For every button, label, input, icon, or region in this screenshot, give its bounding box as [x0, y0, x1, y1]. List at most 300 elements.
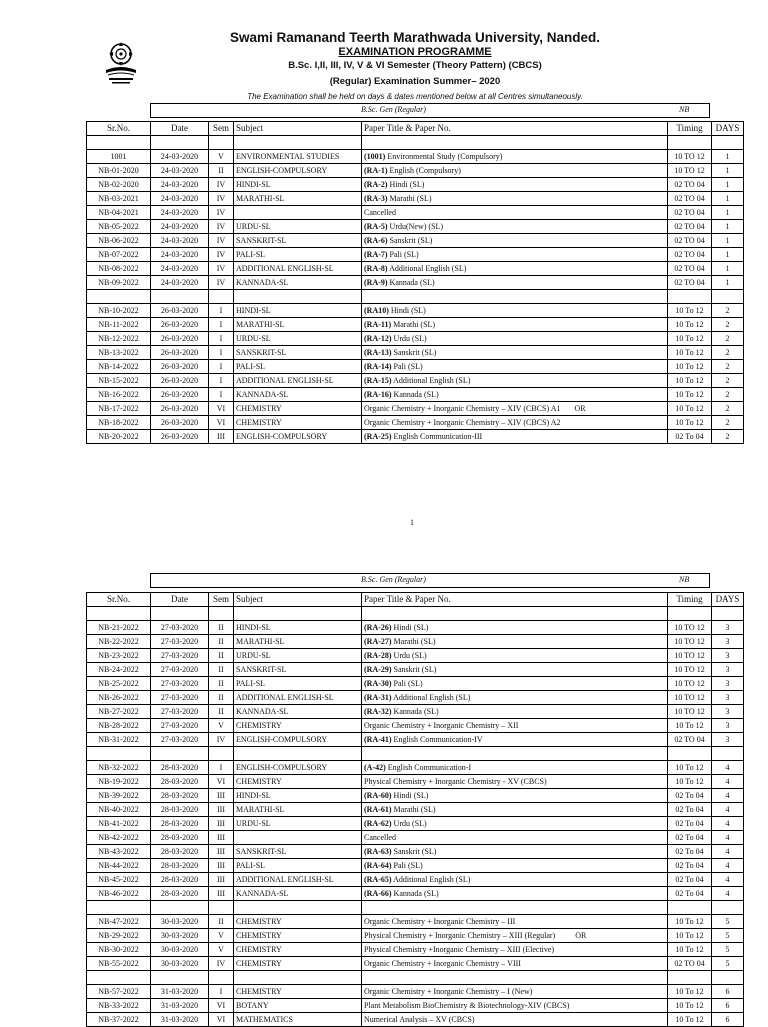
table-row	[87, 621, 744, 635]
paper-cell	[362, 346, 668, 360]
paper-title: Plant Metabolism BioChemistry & Biotechnology-XIV (CBCS)	[364, 1001, 570, 1010]
date-cell: 30-03-2020	[151, 929, 209, 943]
paper-cell	[362, 957, 668, 971]
date-cell: 30-03-2020	[151, 915, 209, 929]
exam-line: (Regular) Examination Summer– 2020	[329, 76, 501, 87]
paper-cell	[362, 663, 668, 677]
days-cell: 3	[712, 635, 744, 649]
programme-title: EXAMINATION PROGRAMME	[338, 46, 492, 58]
table-spacer	[87, 290, 744, 304]
date-cell: 24-03-2020	[151, 192, 209, 206]
sr-cell: NB-47-2022	[87, 915, 151, 929]
subject-cell: URDU-SL	[234, 332, 362, 346]
paper-cell	[362, 178, 668, 192]
paper-code: (RA-13)	[364, 348, 392, 357]
paper-cell	[362, 206, 668, 220]
sr-cell: NB-02-2020	[87, 178, 151, 192]
date-cell: 30-03-2020	[151, 943, 209, 957]
table-row	[87, 887, 744, 901]
sem-cell: V	[209, 929, 234, 943]
paper-title: English Communication-IV	[391, 735, 483, 744]
table-row	[87, 430, 744, 444]
date-cell: 27-03-2020	[151, 691, 209, 705]
col-subject: Subject	[234, 122, 362, 136]
sr-cell: NB-19-2022	[87, 775, 151, 789]
paper-title: Hindi (SL)	[388, 306, 426, 315]
table-row	[87, 304, 744, 318]
sem-cell: I	[209, 388, 234, 402]
timing-cell: 02 To 04	[668, 845, 712, 859]
table-row	[87, 234, 744, 248]
subject-cell: ENVIRONMENTAL STUDIES	[234, 150, 362, 164]
col-timing: Timing	[668, 593, 712, 607]
paper-title: Physical Chemistry + Inorganic Chemistry – XIII (Regular) OR	[364, 931, 587, 940]
paper-title: Additional English (SL)	[391, 376, 471, 385]
days-cell: 6	[712, 985, 744, 999]
paper-cell	[362, 817, 668, 831]
subject-cell: KANNADA-SL	[234, 887, 362, 901]
timing-cell: 02 TO 04	[668, 178, 712, 192]
paper-title: Cancelled	[364, 833, 396, 842]
paper-title: Cancelled	[364, 208, 396, 217]
sem-cell: VI	[209, 416, 234, 430]
sr-cell: NB-55-2022	[87, 957, 151, 971]
sem-cell: II	[209, 705, 234, 719]
table-row	[87, 943, 744, 957]
sr-cell: NB-32-2022	[87, 761, 151, 775]
subject-cell: CHEMISTRY	[234, 943, 362, 957]
paper-cell	[362, 1013, 668, 1027]
subject-cell	[234, 206, 362, 220]
timing-cell: 10 To 12	[668, 761, 712, 775]
date-cell: 28-03-2020	[151, 873, 209, 887]
table-header-row	[87, 122, 744, 136]
table-row	[87, 873, 744, 887]
days-cell: 4	[712, 761, 744, 775]
days-cell: 1	[712, 150, 744, 164]
paper-code: (RA-9)	[364, 278, 388, 287]
date-cell: 24-03-2020	[151, 178, 209, 192]
days-cell: 1	[712, 178, 744, 192]
subject-cell: HINDI-SL	[234, 621, 362, 635]
paper-title: English Communication-I	[385, 763, 472, 772]
timing-cell: 10 TO 12	[668, 621, 712, 635]
paper-cell	[362, 859, 668, 873]
table-row	[87, 262, 744, 276]
paper-title: Pali (SL)	[387, 250, 419, 259]
sr-cell: NB-11-2022	[87, 318, 151, 332]
table-row	[87, 1013, 744, 1027]
paper-title: Sanskrit (SL)	[391, 665, 437, 674]
subject-cell: CHEMISTRY	[234, 957, 362, 971]
sr-cell: 1001	[87, 150, 151, 164]
sr-cell: NB-17-2022	[87, 402, 151, 416]
col-sr: Sr.No.	[87, 122, 151, 136]
table-row	[87, 691, 744, 705]
days-cell: 1	[712, 248, 744, 262]
table-row	[87, 817, 744, 831]
subject-cell: URDU-SL	[234, 649, 362, 663]
paper-code: (RA-28)	[364, 651, 392, 660]
semester-line: B.Sc. I,II, III, IV, V & VI Semester (Theory Pattern) (CBCS)	[288, 60, 542, 71]
date-cell: 27-03-2020	[151, 649, 209, 663]
paper-cell	[362, 733, 668, 747]
table-row	[87, 789, 744, 803]
date-cell: 28-03-2020	[151, 789, 209, 803]
paper-code: (RA-60)	[364, 791, 392, 800]
table-row	[87, 416, 744, 430]
paper-title: Physical Chemistry +Inorganic Chemistry – XIII (Elective)	[364, 945, 555, 954]
days-cell: 3	[712, 733, 744, 747]
days-cell: 4	[712, 817, 744, 831]
table-row	[87, 649, 744, 663]
sem-cell: IV	[209, 248, 234, 262]
paper-code: (RA-30)	[364, 679, 392, 688]
paper-title: Kannada (SL)	[387, 278, 435, 287]
sr-cell: NB-03-2021	[87, 192, 151, 206]
timing-cell: 02 TO 04	[668, 248, 712, 262]
days-cell: 6	[712, 1013, 744, 1027]
paper-code: (RA-41)	[364, 735, 392, 744]
sem-cell: IV	[209, 178, 234, 192]
table-row	[87, 957, 744, 971]
date-cell: 26-03-2020	[151, 416, 209, 430]
days-cell: 6	[712, 999, 744, 1013]
exam-note: The Examination shall be held on days & dates mentioned below at all Centres simultaneously.	[247, 92, 583, 101]
date-cell: 27-03-2020	[151, 719, 209, 733]
col-days: DAYS	[712, 122, 744, 136]
table-row	[87, 719, 744, 733]
days-cell: 3	[712, 663, 744, 677]
timing-cell: 10 To 12	[668, 999, 712, 1013]
paper-title: Urdu (SL)	[391, 651, 427, 660]
table-row	[87, 733, 744, 747]
paper-cell	[362, 873, 668, 887]
date-cell: 31-03-2020	[151, 1013, 209, 1027]
date-cell: 28-03-2020	[151, 859, 209, 873]
table-row	[87, 402, 744, 416]
sem-cell: II	[209, 915, 234, 929]
sem-cell: III	[209, 430, 234, 444]
sr-cell: NB-40-2022	[87, 803, 151, 817]
sem-cell: II	[209, 635, 234, 649]
col-subject: Subject	[234, 593, 362, 607]
date-cell: 26-03-2020	[151, 374, 209, 388]
days-cell: 5	[712, 915, 744, 929]
days-cell: 2	[712, 430, 744, 444]
table-row	[87, 374, 744, 388]
sr-cell: NB-33-2022	[87, 999, 151, 1013]
paper-title: Sanskrit (SL)	[391, 847, 437, 856]
col-paper: Paper Title & Paper No.	[362, 122, 668, 136]
timing-cell: 10 To 12	[668, 1013, 712, 1027]
subject-cell: ENGLISH-COMPULSORY	[234, 733, 362, 747]
date-cell: 26-03-2020	[151, 360, 209, 374]
table-row	[87, 775, 744, 789]
timing-cell: 10 To 12	[668, 374, 712, 388]
sr-cell: NB-37-2022	[87, 1013, 151, 1027]
table-row	[87, 761, 744, 775]
sem-cell: I	[209, 346, 234, 360]
paper-cell	[362, 220, 668, 234]
paper-code: (RA-3)	[364, 194, 388, 203]
sr-cell: NB-09-2022	[87, 276, 151, 290]
paper-cell	[362, 929, 668, 943]
date-cell: 31-03-2020	[151, 985, 209, 999]
table-row	[87, 999, 744, 1013]
table-row	[87, 220, 744, 234]
date-cell: 28-03-2020	[151, 761, 209, 775]
sr-cell: NB-07-2022	[87, 248, 151, 262]
col-sem: Sem	[209, 593, 234, 607]
date-cell: 27-03-2020	[151, 705, 209, 719]
subject-cell: KANNADA-SL	[234, 276, 362, 290]
days-cell: 2	[712, 360, 744, 374]
date-cell: 24-03-2020	[151, 220, 209, 234]
date-cell: 27-03-2020	[151, 677, 209, 691]
table-row	[87, 929, 744, 943]
date-cell: 24-03-2020	[151, 248, 209, 262]
sem-cell: V	[209, 719, 234, 733]
sr-cell: NB-13-2022	[87, 346, 151, 360]
table-row	[87, 831, 744, 845]
paper-cell	[362, 985, 668, 999]
subject-cell: MATHEMATICS	[234, 1013, 362, 1027]
paper-title: English (Compulsory)	[387, 166, 461, 175]
paper-code: (RA-31)	[364, 693, 392, 702]
paper-title: Hindi (SL)	[387, 180, 425, 189]
subject-cell: SANSKRIT-SL	[234, 346, 362, 360]
date-cell: 24-03-2020	[151, 276, 209, 290]
date-cell: 26-03-2020	[151, 318, 209, 332]
date-cell: 24-03-2020	[151, 262, 209, 276]
paper-cell	[362, 360, 668, 374]
subject-cell: CHEMISTRY	[234, 775, 362, 789]
date-cell: 26-03-2020	[151, 430, 209, 444]
subject-cell: CHEMISTRY	[234, 416, 362, 430]
days-cell: 5	[712, 957, 744, 971]
paper-cell	[362, 691, 668, 705]
subject-cell: MARATHI-SL	[234, 635, 362, 649]
timing-cell: 10 To 12	[668, 346, 712, 360]
days-cell: 3	[712, 705, 744, 719]
table-row	[87, 915, 744, 929]
days-cell: 2	[712, 388, 744, 402]
paper-title: Pali (SL)	[391, 679, 423, 688]
timing-cell: 10 TO 12	[668, 705, 712, 719]
table-row	[87, 663, 744, 677]
days-cell: 1	[712, 192, 744, 206]
paper-cell	[362, 705, 668, 719]
paper-cell	[362, 192, 668, 206]
paper-cell	[362, 789, 668, 803]
timing-cell: 10 TO 12	[668, 164, 712, 178]
sr-cell: NB-06-2022	[87, 234, 151, 248]
paper-code: (RA-63)	[364, 847, 392, 856]
subject-cell: CHEMISTRY	[234, 985, 362, 999]
paper-code: (RA-61)	[364, 805, 392, 814]
date-cell: 27-03-2020	[151, 663, 209, 677]
paper-code: (RA-62)	[364, 819, 392, 828]
sem-cell: VI	[209, 775, 234, 789]
timing-cell: 02 To 04	[668, 873, 712, 887]
table-spacer	[87, 901, 744, 915]
days-cell: 1	[712, 220, 744, 234]
paper-title: Marathi (SL)	[391, 320, 436, 329]
timing-cell: 10 To 12	[668, 915, 712, 929]
paper-code: (RA-25)	[364, 432, 392, 441]
paper-title: Sanskrit (SL)	[387, 236, 433, 245]
sr-cell: NB-43-2022	[87, 845, 151, 859]
sr-cell: NB-41-2022	[87, 817, 151, 831]
sr-cell: NB-46-2022	[87, 887, 151, 901]
paper-cell	[362, 775, 668, 789]
sem-cell: III	[209, 803, 234, 817]
paper-title: Urdu (SL)	[391, 334, 427, 343]
nb-label: NB	[679, 575, 690, 584]
subject-cell: CHEMISTRY	[234, 929, 362, 943]
table-row	[87, 705, 744, 719]
subject-cell: PALI-SL	[234, 859, 362, 873]
sem-cell: I	[209, 304, 234, 318]
timing-cell: 02 TO 04	[668, 733, 712, 747]
university-name: Swami Ramanand Teerth Marathwada University, Nanded.	[229, 30, 601, 45]
schedule-table-page-1	[86, 121, 744, 444]
date-cell: 28-03-2020	[151, 887, 209, 901]
sr-cell: NB-29-2022	[87, 929, 151, 943]
col-timing: Timing	[668, 122, 712, 136]
days-cell: 4	[712, 845, 744, 859]
paper-code: (A-42)	[364, 763, 386, 772]
table-row	[87, 206, 744, 220]
paper-title: Organic Chemistry + Inorganic Chemistry – III	[364, 917, 516, 926]
subject-cell: URDU-SL	[234, 817, 362, 831]
timing-cell: 02 TO 04	[668, 234, 712, 248]
sem-cell: I	[209, 374, 234, 388]
subject-cell: HINDI-SL	[234, 789, 362, 803]
sem-cell: VI	[209, 999, 234, 1013]
paper-cell	[362, 318, 668, 332]
paper-code: (RA-65)	[364, 875, 392, 884]
schedule-table-page-2	[86, 592, 744, 1027]
days-cell: 4	[712, 803, 744, 817]
subject-cell: PALI-SL	[234, 677, 362, 691]
paper-code: (RA-8)	[364, 264, 388, 273]
subject-cell: KANNADA-SL	[234, 388, 362, 402]
table-spacer	[87, 136, 744, 150]
table-row	[87, 164, 744, 178]
paper-cell	[362, 416, 668, 430]
col-date: Date	[151, 122, 209, 136]
paper-cell	[362, 374, 668, 388]
paper-code: (RA-16)	[364, 390, 392, 399]
subject-cell: SANSKRIT-SL	[234, 234, 362, 248]
table-row	[87, 845, 744, 859]
timing-cell: 02 To 04	[668, 887, 712, 901]
days-cell: 4	[712, 859, 744, 873]
paper-code: (RA-12)	[364, 334, 392, 343]
sr-cell: NB-15-2022	[87, 374, 151, 388]
col-date: Date	[151, 593, 209, 607]
timing-cell: 02 To 04	[668, 817, 712, 831]
paper-cell	[362, 164, 668, 178]
page-number: 1	[410, 518, 414, 527]
paper-cell	[362, 430, 668, 444]
sr-cell: NB-26-2022	[87, 691, 151, 705]
table-spacer	[87, 747, 744, 761]
sem-cell: II	[209, 677, 234, 691]
sem-cell: VI	[209, 402, 234, 416]
sem-cell: IV	[209, 192, 234, 206]
sem-cell: IV	[209, 276, 234, 290]
table-row	[87, 360, 744, 374]
days-cell: 5	[712, 943, 744, 957]
paper-title: Organic Chemistry + Inorganic Chemistry – I (New)	[364, 987, 533, 996]
paper-code: (RA-7)	[364, 250, 388, 259]
timing-cell: 10 TO 12	[668, 677, 712, 691]
timing-cell: 10 To 12	[668, 304, 712, 318]
sr-cell: NB-10-2022	[87, 304, 151, 318]
sem-cell: III	[209, 831, 234, 845]
timing-cell: 02 TO 04	[668, 262, 712, 276]
days-cell: 2	[712, 332, 744, 346]
subject-cell: CHEMISTRY	[234, 915, 362, 929]
sem-cell: I	[209, 360, 234, 374]
days-cell: 1	[712, 206, 744, 220]
days-cell: 2	[712, 346, 744, 360]
timing-cell: 10 TO 12	[668, 635, 712, 649]
paper-cell	[362, 234, 668, 248]
paper-title: Additional English (SL)	[391, 693, 471, 702]
timing-cell: 10 To 12	[668, 943, 712, 957]
sem-cell: III	[209, 845, 234, 859]
paper-cell	[362, 649, 668, 663]
paper-cell	[362, 248, 668, 262]
timing-cell: 10 TO 12	[668, 663, 712, 677]
table-row	[87, 985, 744, 999]
paper-code: (RA-27)	[364, 637, 392, 646]
date-cell: 30-03-2020	[151, 957, 209, 971]
timing-cell: 02 TO 04	[668, 206, 712, 220]
paper-cell	[362, 831, 668, 845]
subject-cell: KANNADA-SL	[234, 705, 362, 719]
sem-cell: IV	[209, 234, 234, 248]
subject-cell: URDU-SL	[234, 220, 362, 234]
sr-cell: NB-04-2021	[87, 206, 151, 220]
timing-cell: 02 To 04	[668, 859, 712, 873]
paper-cell	[362, 719, 668, 733]
paper-title: Physical Chemistry + Inorganic Chemistry - XV (CBCS)	[364, 777, 547, 786]
days-cell: 1	[712, 262, 744, 276]
nb-label: NB	[679, 105, 690, 114]
sr-cell: NB-01-2020	[87, 164, 151, 178]
sem-cell: I	[209, 318, 234, 332]
paper-cell	[362, 150, 668, 164]
days-cell: 2	[712, 402, 744, 416]
days-cell: 4	[712, 775, 744, 789]
timing-cell: 02 To 04	[668, 831, 712, 845]
sem-cell: IV	[209, 220, 234, 234]
days-cell: 3	[712, 719, 744, 733]
table-row	[87, 388, 744, 402]
sr-cell: NB-28-2022	[87, 719, 151, 733]
sr-cell: NB-23-2022	[87, 649, 151, 663]
sr-cell: NB-18-2022	[87, 416, 151, 430]
date-cell: 28-03-2020	[151, 775, 209, 789]
paper-code: (RA-2)	[364, 180, 388, 189]
subject-cell: SANSKRIT-SL	[234, 663, 362, 677]
days-cell: 3	[712, 691, 744, 705]
